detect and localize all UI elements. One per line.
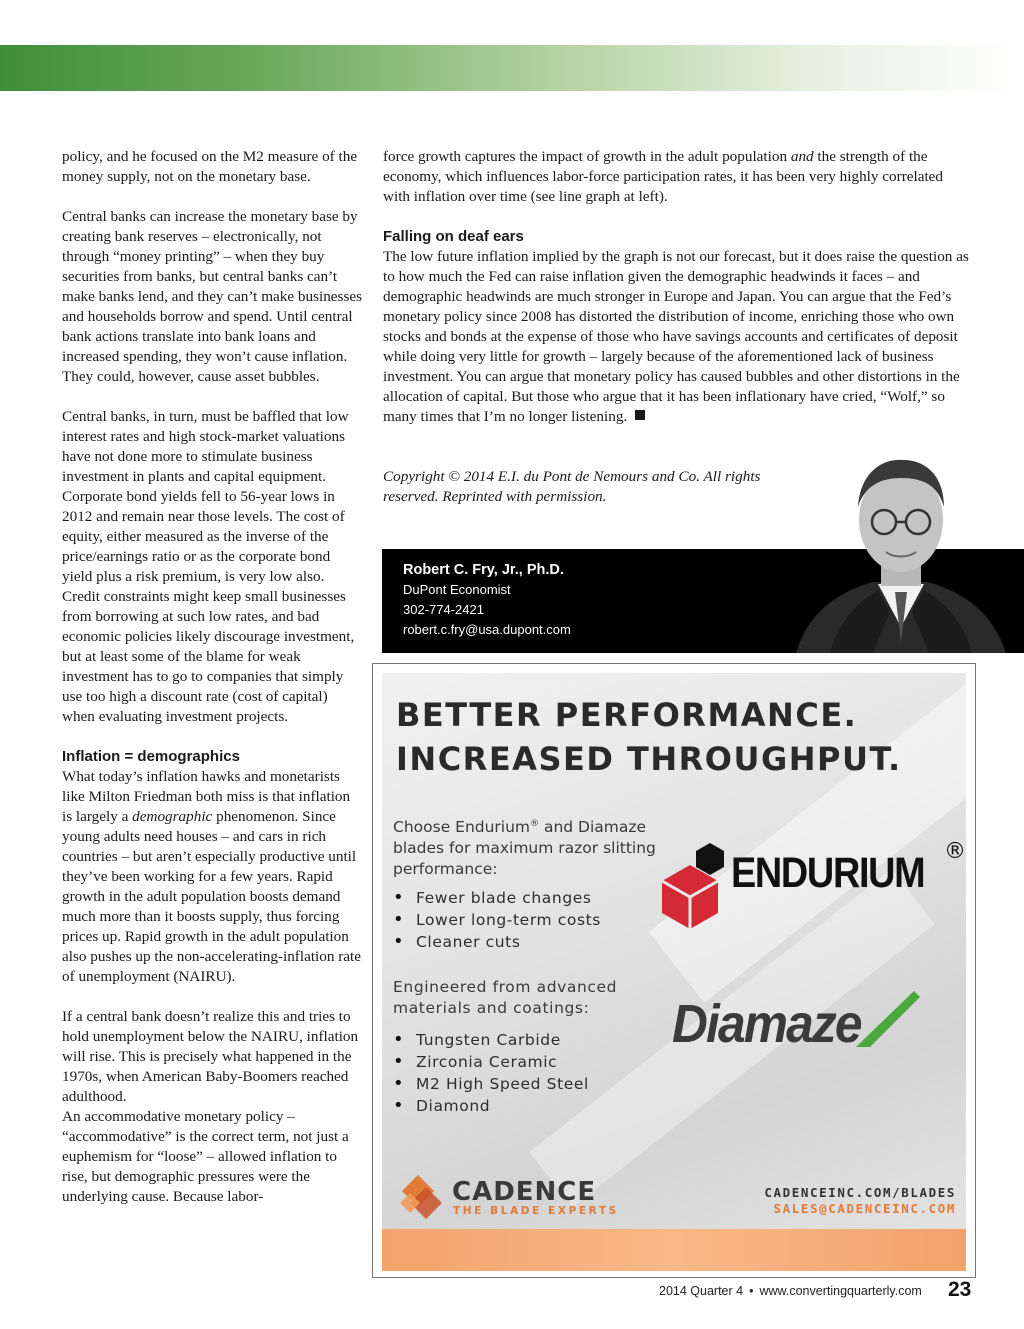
diamaze-wordmark: Diamaze <box>672 994 861 1054</box>
ad-footer-band <box>382 1229 966 1271</box>
list-item: • Fewer blade changes <box>393 887 601 909</box>
separator: • <box>749 1284 754 1298</box>
registered-mark: ® <box>944 839 966 864</box>
benefit-list <box>393 887 601 953</box>
right-column <box>383 147 973 427</box>
list-item: • Zirconia Ceramic <box>393 1051 589 1073</box>
author-phone: 302-774-2421 <box>403 602 484 617</box>
endurium-hexagon-icon <box>654 839 734 935</box>
end-mark-icon <box>635 410 645 420</box>
cadence-wordmark: CADENCE <box>452 1177 597 1207</box>
list-item: • Tungsten Carbide <box>393 1029 589 1051</box>
ad-materials-intro: Engineered from advanced materials and coatings: <box>393 978 618 1017</box>
ad-intro <box>393 814 663 880</box>
paragraph: An accommodative monetary policy – “accommodative” is the correct term, not just a euphemism for “loose” – allowed inflation to rise, but demographic pressures were the underlying cause. Because labor- <box>62 1108 349 1205</box>
site-link[interactable]: www.convertingquarterly.com <box>759 1284 922 1298</box>
list-item: • Cleaner cuts <box>393 931 601 953</box>
ad-contact <box>764 1185 956 1217</box>
materials-list <box>393 1029 589 1117</box>
ad-headline-line: BETTER PERFORMANCE. <box>396 696 858 734</box>
paragraph <box>383 147 973 207</box>
page-footer <box>659 1284 922 1298</box>
list-item: • Lower long-term costs <box>393 909 601 931</box>
text-run: phenomenon. Since young adults need houses – and cars in rich countries – but aren’t especially productive until they’ve been working for a few years. Rapid growth in the adult population boosts demand much more than it boosts supply, thus forcing prices up. Rapid growth in the adult population also pushes up the non-accelerating-inflation rate of unemployment (NAIRU). <box>62 808 361 985</box>
paragraph: policy, and he focused on the M2 measure of the money supply, not on the monetary base. <box>62 148 358 185</box>
emphasis: and <box>790 148 814 165</box>
author-title: DuPont Economist <box>403 582 511 597</box>
section-heading: Falling on deaf ears <box>383 228 524 245</box>
list-item: • Diamond <box>393 1095 589 1117</box>
registered-mark: ® <box>530 819 540 829</box>
author-name: Robert C. Fry, Jr., Ph.D. <box>403 562 564 578</box>
text-run: and Diamaze blades for maximum razor slitting performance: <box>393 818 656 879</box>
diamaze-logo <box>672 989 962 1069</box>
text-run: The low future inflation implied by the graph is not our forecast, but it does raise the question as to how much the Fed can raise inflation given the demographic headwinds it faces – and demographic headwinds are much stronger in Europe and Japan. You can argue that the Fed’s monetary policy since 2008 has distorted the distribution of income, enriching those who own stocks and bonds at the expense of those who have savings accounts and certificates of deposit while doing very little for growth – largely because of the aforementioned lack of business investment. You can argue that monetary policy has caused bubbles and other distortions in the allocation of capital. But those who argue that it has been inflationary have cried, “Wolf,” so many times that I’m no longer listening. <box>383 248 969 425</box>
ad-website-link[interactable]: CADENCEINC.COM/BLADES <box>764 1185 956 1200</box>
cadence-logo <box>396 1173 636 1223</box>
text-run: What today’s inflation hawks and monetarists like Milton Friedman both miss is that inflation is largely a <box>62 768 351 825</box>
emphasis: demographic <box>132 808 213 825</box>
left-column <box>62 147 364 1207</box>
author-portrait <box>778 452 1024 653</box>
text-run: force growth captures the impact of growth in the adult population <box>383 148 791 165</box>
ad-email-link[interactable]: SALES@CADENCEINC.COM <box>773 1201 956 1216</box>
cadence-tagline: THE BLADE EXPERTS <box>453 1205 619 1217</box>
endurium-logo <box>654 839 966 935</box>
text-run: Choose Endurium <box>393 818 531 837</box>
page-number: 23 <box>948 1278 972 1301</box>
paragraph: If a central bank doesn’t realize this and tries to hold unemployment below the NAIRU, inflation will rise. This is precisely what happened in the 1970s, when American Baby-Boomers reached adulthood. <box>62 1008 359 1105</box>
paragraph <box>62 767 364 987</box>
endurium-wordmark: ENDURIUM <box>731 849 925 897</box>
ad-headline-line: INCREASED THROUGHPUT. <box>396 740 902 778</box>
diamaze-check-icon <box>854 989 924 1049</box>
section-heading: Inflation = demographics <box>62 748 240 765</box>
header-color-band <box>0 45 1024 91</box>
paragraph: Central banks, in turn, must be baffled that low interest rates and high stock-market valuations have not done more to stimulate business investment in plants and capital equipment. Corporate bond yields fell to 56-year lows in 2012 and remain near those levels. The cost of equity, either measured as the inverse of the price/earnings ratio or as the corporate bond yield plus a risk premium, is very low also. Credit constraints might keep small businesses from borrowing at such low rates, and bad economic policies likely discourage investment, but at least some of the blame for weak investment has to go to companies that simply use too high a discount rate (cost of capital) when evaluating investment projects. <box>62 408 355 725</box>
author-email[interactable]: robert.c.fry@usa.dupont.com <box>403 622 571 637</box>
ad-headline <box>396 693 902 781</box>
paragraph: Central banks can increase the monetary base by creating bank reserves – electronically, not through “money printing” – when they buy securities from banks, but central banks can’t make banks lend, and they can’t make businesses and households borrow and spend. Until central bank actions translate into bank loans and increased spending, they won’t cause inflation. They could, however, cause asset bubbles. <box>62 208 363 385</box>
copyright-notice: Copyright © 2014 E.I. du Pont de Nemours and Co. All rights reserved. Reprinted with permission. <box>383 468 761 505</box>
cadence-advertisement[interactable] <box>382 673 966 1271</box>
issue-label: 2014 Quarter 4 <box>659 1284 744 1298</box>
paragraph <box>383 247 973 427</box>
list-item: • M2 High Speed Steel <box>393 1073 589 1095</box>
cadence-diamond-icon <box>396 1173 448 1223</box>
text-run: the strength of the economy, which influences labor-force participation rates, it has been very highly correlated with inflation over time (see line graph at left). <box>383 148 944 205</box>
